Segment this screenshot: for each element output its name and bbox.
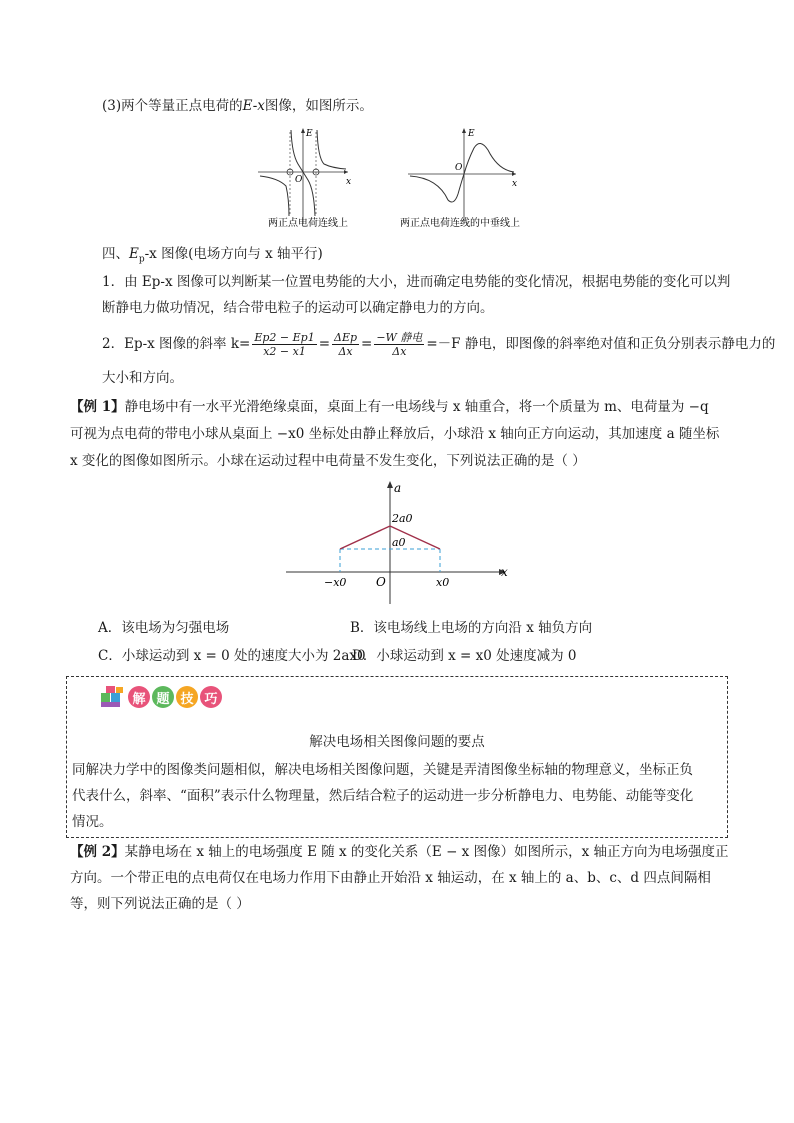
label-a0: a0: [392, 536, 406, 549]
tip-line3: 情况。: [72, 814, 113, 830]
tip-line1: 同解决力学中的图像类问题相似，解决电场相关图像问题，关键是弄清图像坐标轴的物理意义，坐标正负: [72, 762, 693, 778]
caption-left: 两正点电荷连线上: [268, 218, 348, 229]
fraction-work: $\frac{\text{−W 静电}}{\Delta x}$: [376, 331, 423, 358]
badge-char-4: 巧: [200, 686, 222, 708]
graph-along-line: [258, 128, 351, 224]
fraction-ep-diff: $\frac{Ep2 - Ep1}{x2 - x1}$: [254, 331, 315, 358]
puzzle-icon: [100, 685, 126, 709]
example1-line1: 【例 1】静电场中有一水平光滑绝缘桌面，桌面上有一电场线与 x 轴重合，将一个质量为 m、电荷量为 −q: [70, 399, 709, 415]
axis-label-x: x: [346, 177, 352, 187]
example2-line3: 等，则下列说法正确的是（ ）: [70, 896, 250, 912]
section4-heading: 四、$E_p-x$ 图像(电场方向与 x 轴平行): [102, 246, 323, 265]
fraction-delta-ep: $\frac{\text{ΔEp}}{\Delta x}$: [334, 331, 358, 358]
example1-line2: 可视为点电荷的带电小球从桌面上 −x0 坐标处由静止释放后，小球沿 x 轴向正方向运动，其加速度 a 随坐标: [70, 426, 720, 442]
badge-char-1: 解: [128, 686, 150, 708]
badge-char-2: 题: [152, 686, 174, 708]
option-a: A．该电场为匀强电场: [98, 620, 230, 636]
origin-label: O: [295, 175, 303, 185]
label-neg-x0: −x0: [324, 576, 347, 589]
caption-right: 两正点电荷连线的中垂线上: [400, 218, 520, 229]
section4-item1-line2: 断静电力做功情况，结合带电粒子的运动可以确定静电力的方向。: [102, 300, 494, 316]
label-2a0: 2a0: [392, 512, 413, 525]
option-c: C．小球运动到 x = 0 处的速度大小为 2ax0: [98, 648, 366, 664]
acceleration-graph: [280, 476, 520, 608]
section4-item2-line2: 大小和方向。: [102, 370, 183, 386]
graph-perpendicular-bisector: [408, 128, 517, 224]
section4-item1-line1: 1．由 Ep-x 图像可以判断某一位置电势能的大小，进而确定电势能的变化情况，根据电势能的变化可以判: [102, 274, 731, 290]
tip-title: 解决电场相关图像问题的要点: [309, 734, 485, 750]
example2-line1: 【例 2】某静电场在 x 轴上的电场强度 E 随 x 的变化关系（E − x 图像）如图所示，x 轴正方向为电场强度正: [70, 844, 729, 860]
label-x0: x0: [436, 576, 450, 589]
svg-text:x: x: [512, 179, 518, 189]
example2-tag: 【例 2】: [70, 844, 125, 860]
section3-text: (3)两个等量正点电荷的E-x图像，如图所示。: [102, 98, 373, 114]
axis-label-a: a: [394, 481, 402, 495]
example2-line2: 方向。一个带正电的点电荷仅在电场力作用下由静止开始沿 x 轴运动，在 x 轴上的 a、b、c、d 四点间隔相: [70, 870, 711, 886]
example1-tag: 【例 1】: [70, 399, 125, 415]
badge-char-3: 技: [176, 686, 198, 708]
figure-e-x-graphs: [248, 124, 548, 234]
tip-badge: [100, 685, 222, 709]
option-b: B．该电场线上电场的方向沿 x 轴负方向: [350, 620, 593, 636]
axis-label-x: x: [501, 565, 508, 579]
axis-label-e: E: [306, 129, 313, 139]
example1-line3: x 变化的图像如图所示。小球在运动过程中电荷量不发生变化，下列说法正确的是（ ）: [70, 453, 586, 469]
origin-label: O: [376, 575, 386, 589]
svg-text:E: E: [468, 129, 475, 139]
section4-item2-formula: 2．Ep-x 图像的斜率 k= $\frac{Ep2 - Ep1}{x2 - x1}$ = $\frac{\text{ΔEp}}{\Delta x}$ = $\frac{\text{−W 静电}}{\Delta x}$ =－F 静电，即图像的斜率绝对值和正负分别表示静电力的: [102, 331, 776, 358]
option-d: D．小球运动到 x = x0 处速度减为 0: [352, 648, 577, 664]
tip-line2: 代表什么，斜率、“面积”表示什么物理量，然后结合粒子的运动进一步分析静电力、电势能、动能等变化: [72, 788, 694, 804]
svg-text:O: O: [455, 163, 463, 173]
